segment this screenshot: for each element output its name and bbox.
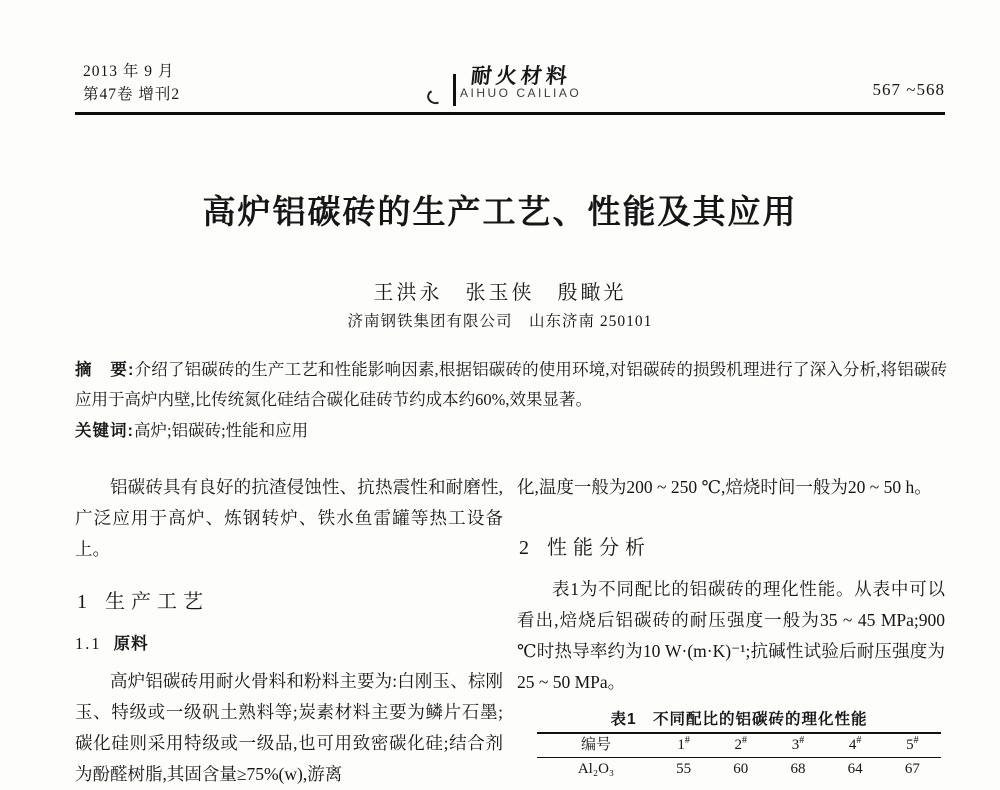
row-label-al2o3: Al₂O₃ <box>577 761 615 777</box>
section-1-1-heading <box>75 628 503 660</box>
section-1-1-title: 原料 <box>113 635 149 653</box>
al2o3-value-3: 68 <box>790 761 806 777</box>
table-col-2 <box>712 733 769 758</box>
section-1-heading <box>77 587 503 618</box>
issue-volume: 第47卷 增刊2 <box>83 86 181 103</box>
right-column <box>517 472 945 781</box>
journal-name-pinyin: AIHUO CAILIAO <box>460 86 582 100</box>
journal-header <box>75 58 945 114</box>
continued-paragraph: 化,温度一般为200 ~ 250 ℃,焙烧时间一般为20 ~ 50 h。 <box>517 477 932 497</box>
table-1-title: 表1 不同配比的铝碳砖的理化性能 <box>610 711 868 728</box>
col-1-number: 1 <box>677 737 685 753</box>
table-col-1 <box>655 733 712 758</box>
al2o3-value-5: 67 <box>904 761 920 777</box>
keywords-text: 高炉;铝碳砖;性能和应用 <box>134 421 309 440</box>
col-4-number: 4 <box>848 737 857 753</box>
issue-info <box>83 60 180 106</box>
abstract <box>75 355 947 414</box>
table-header-row <box>537 733 941 758</box>
journal-name-chinese: 耐火材料 <box>469 65 573 88</box>
table-1 <box>537 710 941 781</box>
article-title: 高炉铝碳砖的生产工艺、性能及其应用 <box>202 193 798 230</box>
al2o3-value-2: 60 <box>733 761 749 777</box>
table-col-5 <box>884 733 941 758</box>
section-1-title: 生产工艺 <box>105 591 209 613</box>
table-col-3 <box>769 733 826 758</box>
materials-paragraph: 高炉铝碳砖用耐火骨料和粉料主要为:白刚玉、棕刚玉、特级或一级矾土熟料等;炭素材料主要为鳞片石墨;碳化硅则采用特级或一级品,也可用致密碳化硅;结合剂为酚醛树脂,其固含量≥75%(w),游离 <box>75 671 503 784</box>
performance-paragraph: 表1为不同配比的铝碳砖的理化性能。从表中可以看出,焙烧后铝碳砖的耐压强度一般为35 ~ 45 MPa;900 ℃时热导率约为10 W·(m·K)⁻¹;抗碱性试验后耐压强度为25 ~ 50 MPa。 <box>517 579 945 692</box>
journal-logo <box>427 58 687 112</box>
section-2-title: 性能分析 <box>547 537 651 559</box>
section-1-1-number: 1.1 <box>75 634 102 653</box>
logo-bar-shape <box>453 74 456 106</box>
keywords-label: 关键词: <box>75 422 134 440</box>
al2o3-value-1: 55 <box>676 761 692 777</box>
col-5-number: 5 <box>906 737 914 753</box>
abstract-text: 介绍了铝碳砖的生产工艺和性能影响因素,根据铝碳砖的使用环境,对铝碳砖的损毁机理进行了深入分析,将铝碳砖应用于高炉内壁,比传统氮化硅结合碳化硅砖节约成本约60%,效果显著。 <box>75 360 948 409</box>
col-5-sup: # <box>913 735 919 746</box>
col-4-sup: # <box>856 735 862 746</box>
authors: 王洪永 张玉侠 殷瞰光 <box>373 282 627 304</box>
section-2-heading <box>519 533 945 564</box>
keywords <box>75 417 947 441</box>
col-3-sup: # <box>799 735 805 746</box>
abstract-label: 摘 要: <box>75 361 135 379</box>
page-range: 567 ~568 <box>872 80 945 99</box>
affiliation: 济南钢铁集团有限公司 山东济南 250101 <box>347 313 653 330</box>
col-2-number: 2 <box>734 737 743 753</box>
table-1-grid <box>537 732 941 781</box>
table-col-4 <box>827 733 884 758</box>
logo-circle-shape <box>425 88 445 107</box>
al2o3-value-4: 64 <box>847 761 863 777</box>
intro-paragraph: 铝碳砖具有良好的抗渣侵蚀性、抗热震性和耐磨性,广泛应用于高炉、炼钢转炉、铁水鱼雷罐等热工设备上。 <box>75 477 503 559</box>
journal-logo-icon <box>427 84 461 108</box>
col-3-number: 3 <box>791 737 800 753</box>
col-2-sup: # <box>742 735 748 746</box>
col-1-sup: # <box>684 735 690 746</box>
section-2-number: 2 <box>519 537 529 559</box>
table-row-al2o3 <box>537 758 941 782</box>
issue-date: 2013 年 9 月 <box>83 63 175 80</box>
header-rule <box>75 112 945 115</box>
left-column <box>75 472 503 790</box>
section-1-number: 1 <box>77 591 87 613</box>
table-header-label: 编号 <box>580 737 611 753</box>
